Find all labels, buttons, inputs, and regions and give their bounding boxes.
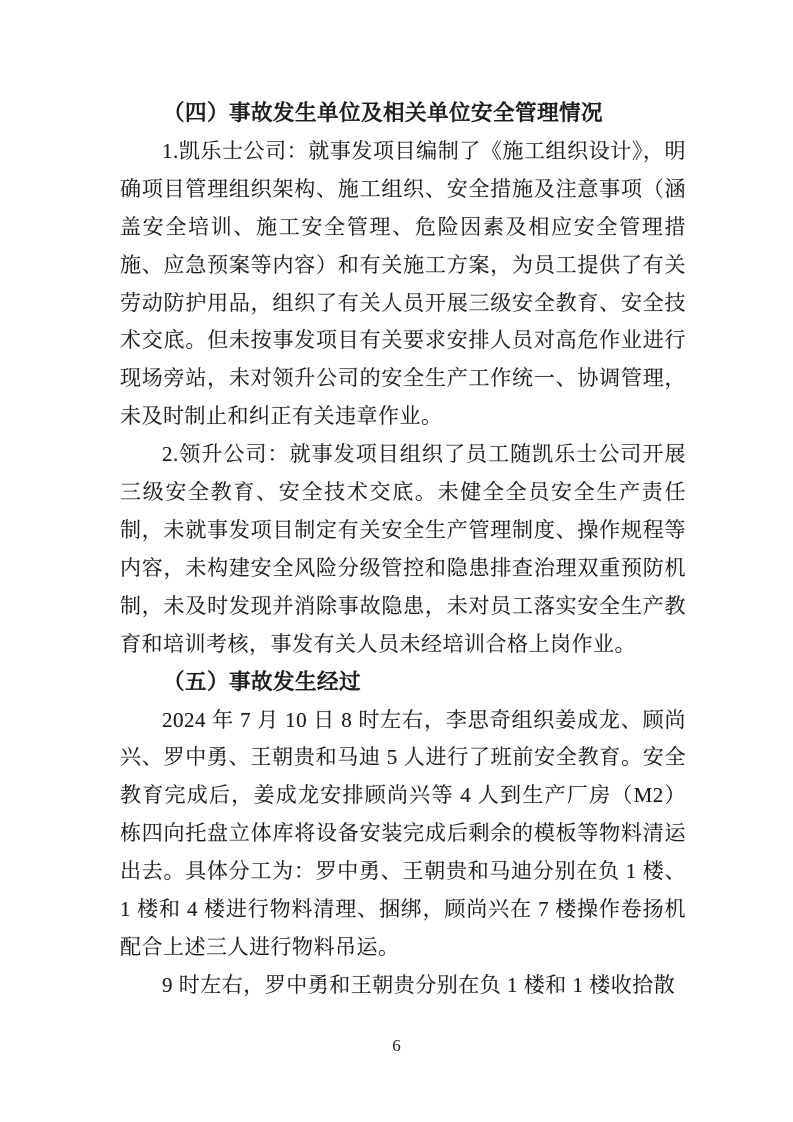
paragraph-lingsheng-company: 2.领升公司：就事发项目组织了员工随凯乐士公司开展三级安全教育、安全技术交底。未健全全员安全生产责任制，未就事发项目制定有关安全生产管理制度、操作规程等内容，未构建安全风险分级管控和隐患排查治理双重预防机制，未及时发现并消除事故隐患，未对员工落实安全生产教育和培训考核，事发有关人员未经培训合格上岗作业。	[120, 442, 686, 656]
paragraph-kailes-company: 1.凯乐士公司：就事发项目编制了《施工组织设计》，明确项目管理组织架构、施工组织、安全措施及注意事项（涵盖安全培训、施工安全管理、危险因素及相应安全管理措施、应急预案等内容）和有关施工方案，为员工提供了有关劳动防护用品，组织了有关人员开展三级安全教育、安全技术交底。但未按事发项目有关要求安排人员对高危作业进行现场旁站，未对领升公司的安全生产工作统一、协调管理，未及时制止和纠正有关违章作业。	[120, 138, 686, 429]
page-number: 6	[392, 1036, 401, 1055]
paragraph-incident-course: 2024 年 7 月 10 日 8 时左右，李思奇组织姜成龙、顾尚兴、罗中勇、王朝贵和马迪 5 人进行了班前安全教育。安全教育完成后，姜成龙安排顾尚兴等 4 人到生产厂房（M2）栋四向托盘立体库将设备安装完成后剩余的模板等物料清运出去。具体分工为：罗中勇、王朝贵和马迪分别在负 1 楼、1 楼和 4 楼进行物料清理、捆绑，顾尚兴在 7 楼操作卷扬机配合上述三人进行物料吊运。	[120, 707, 686, 959]
document-body	[120, 95, 686, 1005]
page-footer	[0, 1036, 793, 1056]
paragraph-incident-continued: 9 时左右，罗中勇和王朝贵分别在负 1 楼和 1 楼收拾散	[162, 972, 676, 997]
section-heading-4: （四）事故发生单位及相关单位安全管理情况	[163, 101, 604, 125]
section-heading-5: （五）事故发生经过	[163, 669, 362, 694]
